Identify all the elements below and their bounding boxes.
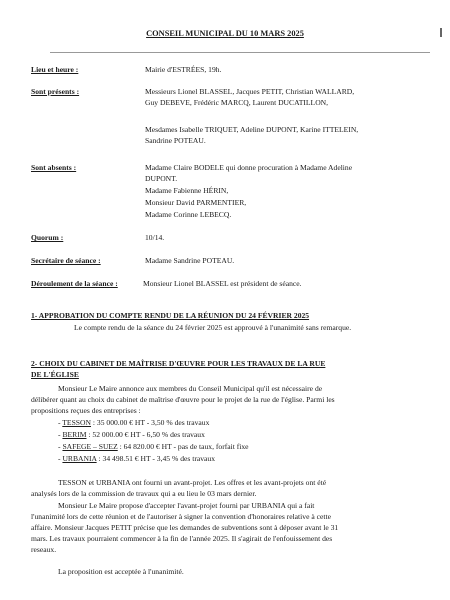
lieu-label: Lieu et heure :: [31, 65, 79, 74]
offer-detail: : 52 000.00 € HT - 6,50 % des travaux: [86, 430, 205, 439]
offer-name: BERIM: [62, 430, 87, 439]
section2-intro-line: Monsieur Le Maire annonce aux membres du Conseil Municipal qu'il est nécessaire de: [58, 384, 323, 393]
quorum-value: 10/14.: [145, 233, 165, 242]
lieu-value: Mairie d'ESTRÉES, 19h.: [145, 65, 222, 74]
offer-detail: : 34 498.51 € HT - 3,45 % des travaux: [96, 454, 216, 463]
section2-para3-line: Monsieur Le Maire propose d'accepter l'avant-projet fourni par URBANIA qui a fait: [58, 501, 315, 510]
offer-name: SAFEGE – SUEZ: [62, 442, 118, 451]
section2-intro-line: propositions reçues des entreprises :: [31, 406, 141, 415]
quorum-label: Quorum :: [31, 233, 64, 242]
offer-item: - URBANIA : 34 498.51 € HT - 3,45 % des travaux: [58, 454, 216, 463]
absents-line: Monsieur David PARMENTIER,: [145, 198, 247, 207]
section2-para2-line: analysés lors de la commission de travaux qui a eu lieu le 03 mars dernier.: [31, 489, 257, 498]
offer-name: TESSON: [62, 418, 91, 427]
offer-detail: : 35 000.00 € HT - 3,50 % des travaux: [91, 418, 210, 427]
section2-para3-line: mars. Les travaux pourraient commencer à la fin de l'année 2025. Il s'agirait de l'enfouissement des: [31, 534, 333, 543]
offer-item: - BERIM : 52 000.00 € HT - 6,50 % des travaux: [58, 430, 205, 439]
section2-para3-line: affaire. Monsieur Jacques PETIT précise que les demandes de subventions sont à déposer avant le 31: [31, 523, 339, 532]
secretaire-value: Madame Sandrine POTEAU.: [145, 256, 235, 265]
offer-item: - SAFEGE – SUEZ : 64 820.00 € HT - pas de taux, forfait fixe: [58, 442, 249, 451]
absents-line: Madame Claire BODELE qui donne procuration à Madame Adeline: [145, 163, 353, 172]
absents-line: Madame Corinne LEBECQ.: [145, 210, 232, 219]
absents-line: DUPONT.: [145, 174, 178, 183]
title-rule: [50, 52, 430, 53]
section2-para3-line: l'unanimité lors de cette réunion et de l'autoriser à signer la convention d'honoraires relative à cette: [31, 512, 331, 521]
section2-heading: 2- CHOIX DU CABINET DE MAÎTRISE D'ŒUVRE POUR LES TRAVAUX DE LA RUE: [31, 359, 326, 368]
page-title: CONSEIL MUNICIPAL DU 10 MARS 2025: [146, 29, 304, 38]
offer-name: URBANIA: [62, 454, 97, 463]
section2-heading: DE L'ÉGLISE: [31, 370, 79, 379]
secretaire-label: Secrétaire de séance :: [31, 256, 101, 265]
deroulement-label: Déroulement de la séance :: [31, 279, 118, 288]
offer-detail: : 64 820.00 € HT - pas de taux, forfait fixe: [117, 442, 249, 451]
presents-line: Mesdames Isabelle TRIQUET, Adeline DUPONT, Karine ITTELEIN,: [145, 125, 359, 134]
absents-label: Sont absents :: [31, 163, 77, 172]
presents-line: Sandrine POTEAU.: [145, 136, 206, 145]
absents-line: Madame Fabienne HÉRIN,: [145, 186, 229, 195]
section1-text: Le compte rendu de la séance du 24 février 2025 est approuvé à l'unanimité sans remarque.: [74, 323, 352, 332]
presents-label: Sont présents :: [31, 87, 80, 96]
section2-intro-line: délibérer quant au choix du cabinet de maîtrise d'œuvre pour le projet de la rue de l'église. Parmi les: [31, 395, 335, 404]
offer-item: - TESSON : 35 000.00 € HT - 3,50 % des travaux: [58, 418, 210, 427]
presents-line: Guy DEBEVE, Frédéric MARCQ, Laurent DUCATILLON,: [145, 98, 329, 107]
scan-mark: [440, 28, 442, 37]
deroulement-value: Monsieur Lionel BLASSEL est président de séance.: [143, 279, 302, 288]
section2-para2-line: TESSON et URBANIA ont fourni un avant-projet. Les offres et les avant-projets ont été: [58, 478, 327, 487]
section2-conclusion: La proposition est acceptée à l'unanimité.: [58, 567, 184, 576]
section2-para3-line: reseaux.: [31, 545, 57, 554]
section1-heading: 1- APPROBATION DU COMPTE RENDU DE LA RÉUNION DU 24 FÉVRIER 2025: [31, 311, 310, 320]
presents-line: Messieurs Lionel BLASSEL, Jacques PETIT, Christian WALLARD,: [145, 87, 355, 96]
